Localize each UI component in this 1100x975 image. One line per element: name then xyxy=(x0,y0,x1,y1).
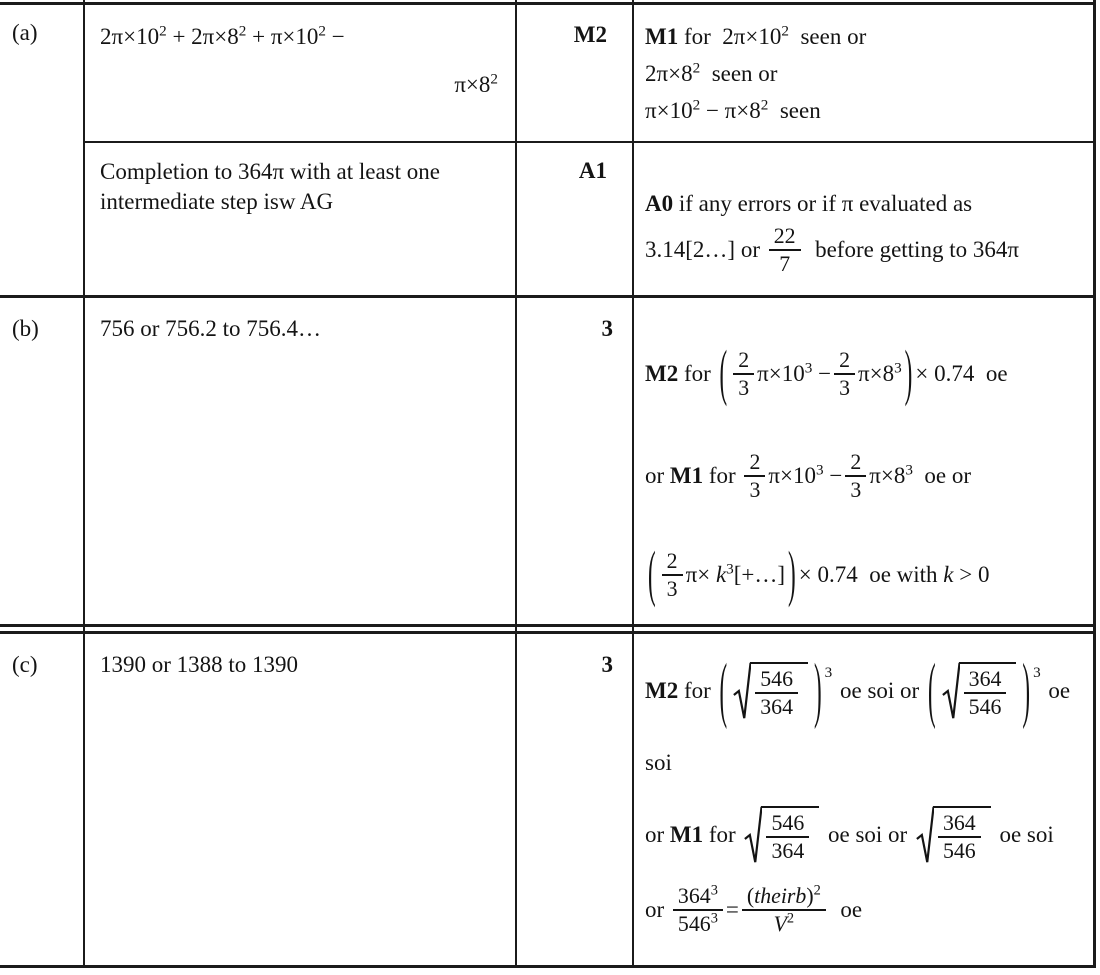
table-border-subrow-a xyxy=(83,141,1096,143)
notes-a-m2 xyxy=(645,24,866,124)
part-label-a: (a) xyxy=(12,20,38,45)
notes-c-line2: soi xyxy=(645,750,672,775)
notes-c-line3: or M1 for $\frac{546}{364}$ oe soi or $\frac{364}{546}$ oe soi xyxy=(645,806,1054,864)
notes-b-line1: M2 for ( $\frac{2}{3}$ $\pi\times 10^3$ − $\frac{2}{3}$ $\pi\times 8^3$ ) × 0.74 oe xyxy=(645,339,1008,407)
mark-c: 3 xyxy=(601,652,613,677)
notes-b-line2: or M1 for $\frac{2}{3}$ $\pi\times 10^3$ − $\frac{2}{3}$ $\pi\times 8^3$ oe or xyxy=(645,450,972,503)
notes-a-m2-line3: $\pi\times 10^2 - \pi\times 8^2$ seen xyxy=(645,96,821,123)
mark-a-a1: A1 xyxy=(578,158,607,183)
part-label-c: (c) xyxy=(12,652,38,677)
working-a-line2: $\pi\times 8^2$ xyxy=(454,70,498,97)
table-border-vertical-1 xyxy=(83,0,85,967)
notes-c-line4: or $\frac{364^3}{546^3}$ = $\frac{(theirb)^2}{V^2}$ oe xyxy=(645,882,863,937)
part-label-b: (b) xyxy=(12,316,39,341)
notes-a-m2-line1: M1 for $2\pi\times 10^2$ seen or xyxy=(645,22,867,49)
notes-a-a1-line2: 3.14[2…] or $\frac{22}{7}$ before getting to 364π xyxy=(645,224,1019,277)
table-border-top xyxy=(0,2,1096,5)
table-border-row-b-c-lower xyxy=(0,631,1096,634)
table-border-vertical-2 xyxy=(515,0,517,967)
answer-a-completion: Completion to 364π with at least one intermediate step isw AG xyxy=(100,159,440,215)
table-border-bottom xyxy=(0,965,1096,968)
answer-b: 756 or 756.2 to 756.4… xyxy=(100,316,322,341)
notes-c-line1: M2 for ( $\frac{546}{364}$ ) 3 oe soi or ( $\frac{364}{546}$ ) 3 oe xyxy=(645,649,1071,730)
notes-b-line3: ( $\frac{2}{3}$ $\pi\times k^3[+\dots]$ ) × 0.74 oe with k > 0 xyxy=(648,540,990,608)
working-a-line1: $2\pi\times 10^2 + 2\pi\times 8^2 + \pi\times 10^2$ − xyxy=(100,22,345,49)
notes-a-a1-line1: A0 if any errors or if π evaluated as xyxy=(645,191,973,216)
table-border-vertical-3 xyxy=(632,0,634,967)
answer-c: 1390 or 1388 to 1390 xyxy=(100,652,299,677)
table-border-vertical-right xyxy=(1093,0,1096,967)
table-border-row-b-c-upper xyxy=(0,624,1096,627)
mark-a-m2: M2 xyxy=(573,22,607,47)
notes-a-m2-line2: $2\pi\times 8^2$ seen or xyxy=(645,59,778,86)
table-border-row-a-b xyxy=(0,295,1096,298)
mark-b: 3 xyxy=(601,316,613,341)
